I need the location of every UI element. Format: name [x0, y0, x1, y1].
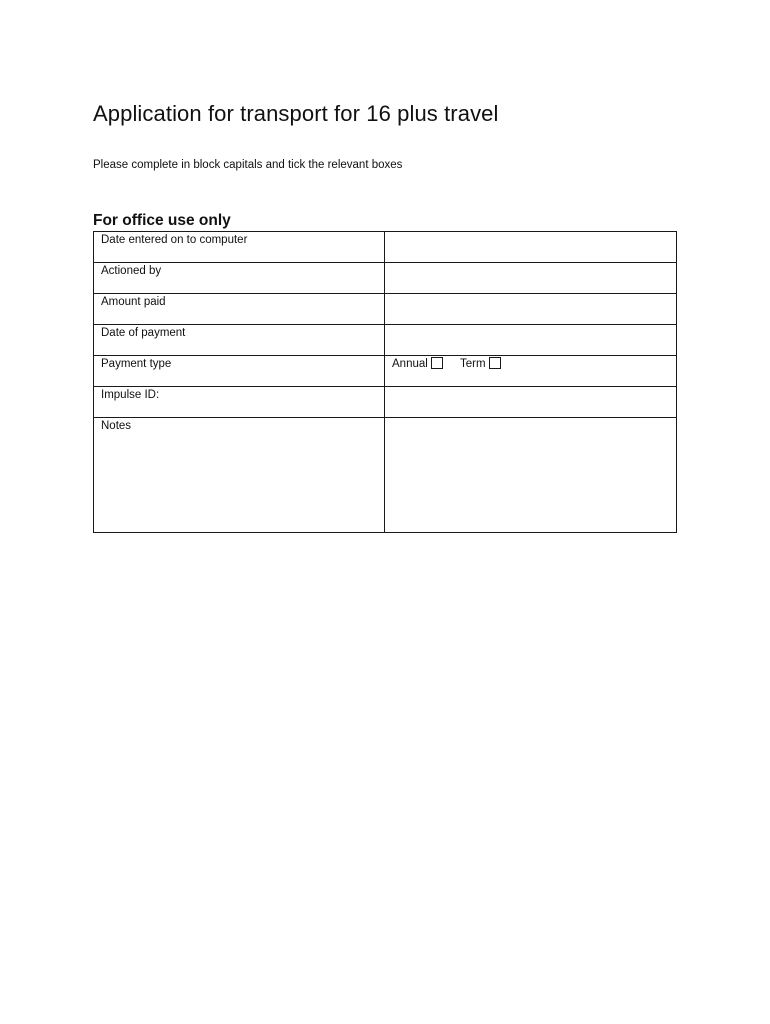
- term-checkbox[interactable]: [489, 357, 501, 369]
- amount-paid-field[interactable]: [385, 294, 677, 325]
- row-label-actioned-by: Actioned by: [94, 263, 385, 294]
- table-row: [94, 263, 677, 294]
- term-option: [460, 358, 501, 370]
- row-label-notes: Notes: [94, 418, 385, 533]
- table-row: [94, 418, 677, 533]
- date-of-payment-field[interactable]: [385, 325, 677, 356]
- row-label-date-entered: Date entered on to computer: [94, 232, 385, 263]
- annual-label: Annual: [392, 358, 428, 370]
- office-use-heading: For office use only: [93, 212, 231, 229]
- row-label-amount-paid: Amount paid: [94, 294, 385, 325]
- row-label-date-of-payment: Date of payment: [94, 325, 385, 356]
- impulse-id-field[interactable]: [385, 387, 677, 418]
- document-title: Application for transport for 16 plus travel: [93, 101, 499, 126]
- row-label-impulse-id: Impulse ID:: [94, 387, 385, 418]
- row-label-payment-type: Payment type: [94, 356, 385, 387]
- table-row: [94, 356, 677, 387]
- notes-field[interactable]: [385, 418, 677, 533]
- table-row: [94, 325, 677, 356]
- payment-type-field: [385, 356, 677, 387]
- table-row: [94, 387, 677, 418]
- term-label: Term: [460, 358, 486, 370]
- table-row: [94, 232, 677, 263]
- annual-option: [392, 358, 443, 370]
- annual-checkbox[interactable]: [431, 357, 443, 369]
- actioned-by-field[interactable]: [385, 263, 677, 294]
- office-use-table: [93, 231, 677, 533]
- table-row: [94, 294, 677, 325]
- instructions-text: Please complete in block capitals and tick the relevant boxes: [93, 159, 403, 171]
- date-entered-field[interactable]: [385, 232, 677, 263]
